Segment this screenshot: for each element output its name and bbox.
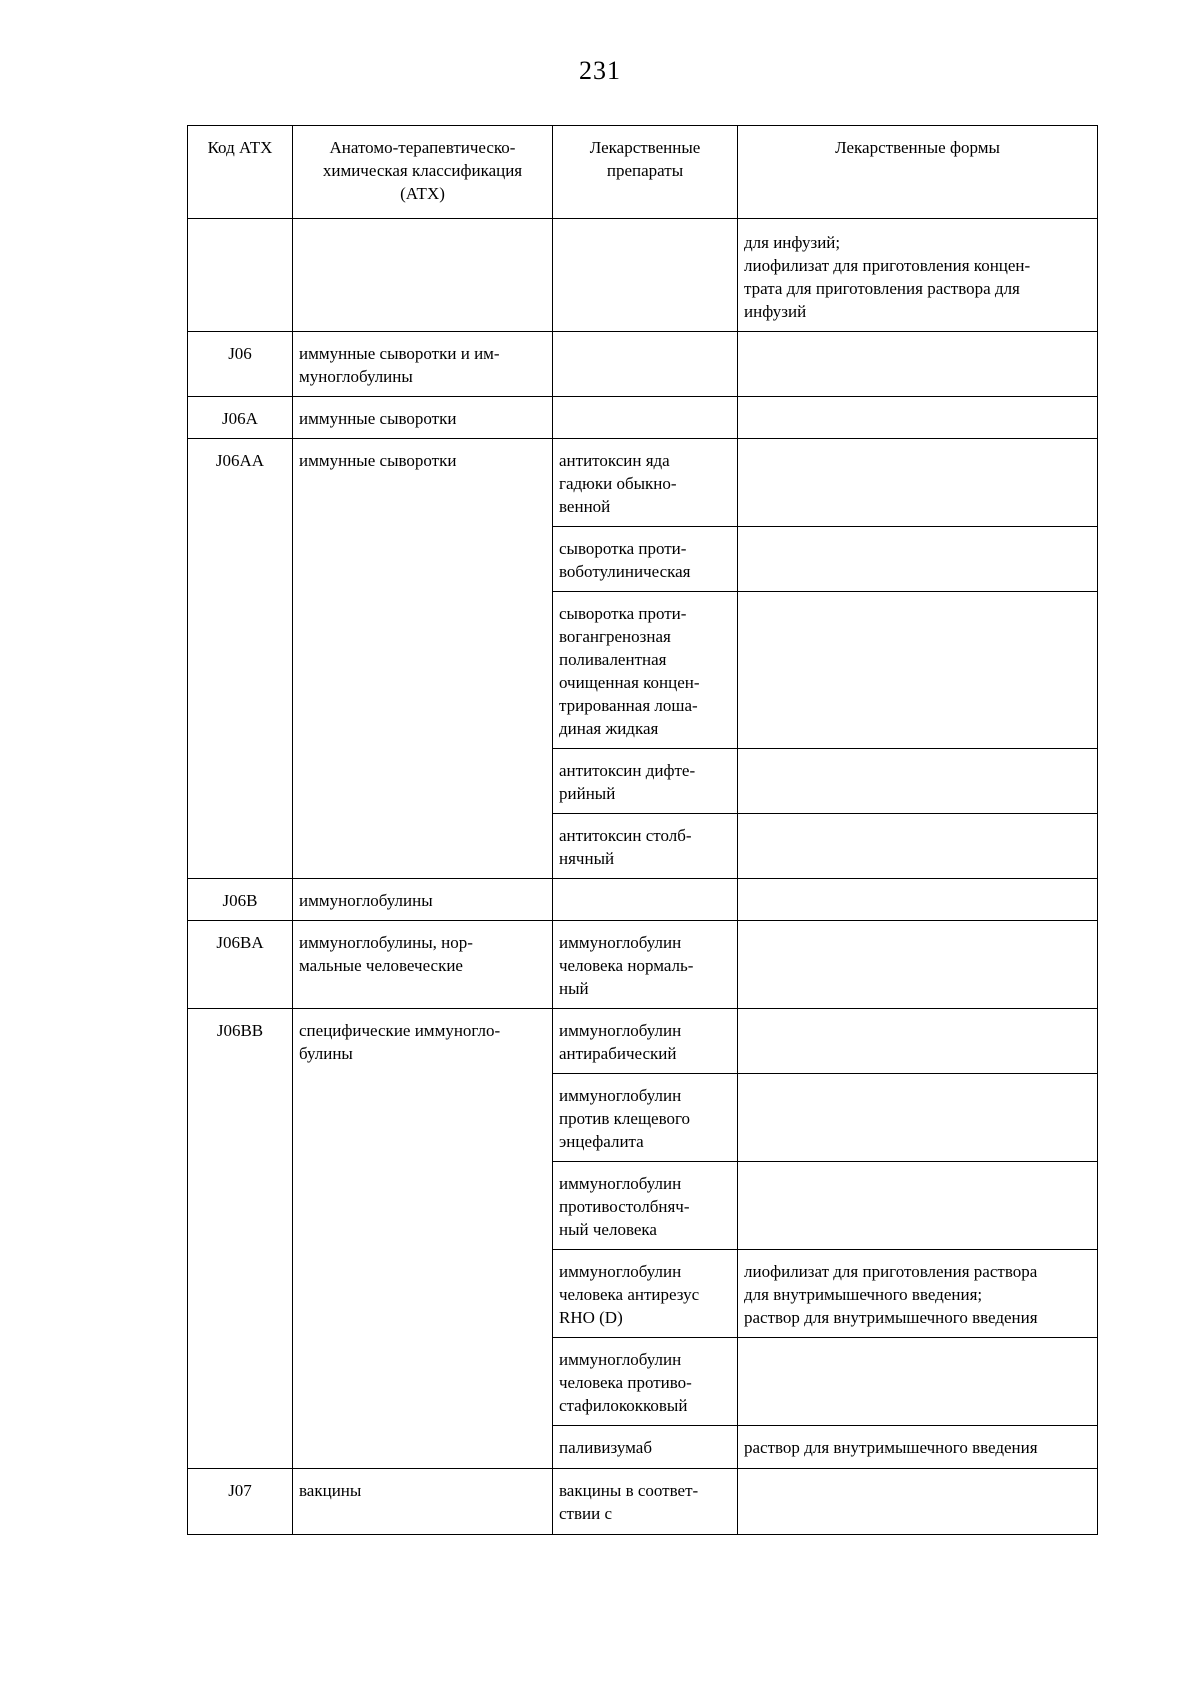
drug-cell (553, 592, 738, 749)
header-classification (293, 126, 553, 219)
forms-line: для инфузий; (744, 233, 841, 252)
classification-line: мальные человеческие (299, 956, 463, 975)
drug-line: сыворотка проти- (559, 604, 687, 623)
forms-line: раствор для внутримышечного введения (744, 1308, 1038, 1327)
header-classification-line: (АТХ) (400, 184, 445, 203)
drug-line: вакцины в соответ- (559, 1481, 699, 1500)
classification-cell (293, 397, 553, 439)
forms-cell (738, 527, 1098, 592)
classification-cell (293, 1009, 553, 1469)
drug-cell (553, 879, 738, 921)
drug-line: RHO (D) (559, 1308, 623, 1327)
drug-cell (553, 814, 738, 879)
drug-line: паливизумаб (559, 1438, 652, 1457)
header-drugs-line: препараты (606, 161, 684, 180)
forms-cell (738, 219, 1098, 332)
drug-cell (553, 1426, 738, 1469)
table-row (188, 332, 1098, 397)
forms-cell (738, 1009, 1098, 1074)
drug-cell (553, 439, 738, 527)
code-cell: J06AA (188, 439, 293, 879)
page-number: 231 (579, 56, 621, 85)
drug-line: поливалентная (559, 650, 667, 669)
classification-line: иммуноглобулины, нор- (299, 933, 473, 952)
forms-cell (738, 1250, 1098, 1338)
drug-line: трированная лоша- (559, 696, 698, 715)
classification-cell (293, 439, 553, 879)
drug-line: противостолбняч- (559, 1197, 690, 1216)
code-cell: J06A (188, 397, 293, 439)
header-drugs-line: Лекарственные (589, 138, 701, 157)
header-forms: Лекарственные формы (738, 126, 1098, 219)
classification-cell (293, 332, 553, 397)
drug-cell (553, 397, 738, 439)
table-header-row (188, 126, 1098, 219)
table-row (188, 439, 1098, 527)
drug-line: сыворотка проти- (559, 539, 687, 558)
drug-line: ный человека (559, 1220, 657, 1239)
drug-line: против клещевого (559, 1109, 691, 1128)
drug-line: очищенная концен- (559, 673, 700, 692)
forms-cell (738, 1338, 1098, 1426)
drug-line: антитоксин дифте- (559, 761, 696, 780)
drug-line: вогангренозная (559, 627, 671, 646)
classification-line: специфические иммуногло- (299, 1021, 501, 1040)
classification-line: иммунные сыворотки (299, 409, 457, 428)
forms-line: раствор для внутримышечного введения (744, 1438, 1038, 1457)
drug-line: воботулиническая (559, 562, 691, 581)
drug-line: иммуноглобулин (559, 1350, 682, 1369)
drug-cell (553, 921, 738, 1009)
forms-line: для внутримышечного введения; (744, 1285, 983, 1304)
classification-cell (293, 219, 553, 332)
drug-cell (553, 1074, 738, 1162)
code-cell: J06BB (188, 1009, 293, 1469)
classification-line: муноглобулины (299, 367, 413, 386)
drug-line: венной (559, 497, 611, 516)
forms-cell (738, 332, 1098, 397)
forms-cell (738, 921, 1098, 1009)
drug-cell (553, 1162, 738, 1250)
drug-line: гадюки обыкно- (559, 474, 677, 493)
table-row (188, 1009, 1098, 1074)
drug-line: иммуноглобулин (559, 1262, 682, 1281)
header-classification-line: Анатомо-терапевтическо- (329, 138, 516, 157)
drug-line: нячный (559, 849, 615, 868)
drug-cell (553, 1469, 738, 1535)
drug-line: иммуноглобулин (559, 1086, 682, 1105)
drug-line: энцефалита (559, 1132, 644, 1151)
classification-line: вакцины (299, 1481, 362, 1500)
forms-cell (738, 1426, 1098, 1469)
drug-line: диная жидкая (559, 719, 659, 738)
table-row (188, 1469, 1098, 1535)
drug-line: человека антирезус (559, 1285, 700, 1304)
forms-cell (738, 1469, 1098, 1535)
forms-cell (738, 439, 1098, 527)
drug-cell (553, 1338, 738, 1426)
drug-line: человека противо- (559, 1373, 692, 1392)
drug-cell (553, 749, 738, 814)
code-cell: J06 (188, 332, 293, 397)
classification-line: иммуноглобулины (299, 891, 433, 910)
classification-cell (293, 921, 553, 1009)
forms-line: лиофилизат для приготовления раствора (744, 1262, 1038, 1281)
drug-line: иммуноглобулин (559, 1174, 682, 1193)
drug-cell (553, 1009, 738, 1074)
forms-cell (738, 1162, 1098, 1250)
drug-line: антитоксин столб- (559, 826, 692, 845)
table-row (188, 397, 1098, 439)
drug-line: ствии с (559, 1504, 612, 1523)
atx-table (187, 125, 1098, 1535)
drug-line: иммуноглобулин (559, 933, 682, 952)
drug-cell (553, 332, 738, 397)
forms-cell (738, 749, 1098, 814)
table-row (188, 219, 1098, 332)
header-code: Код АТХ (188, 126, 293, 219)
classification-line: иммунные сыворотки (299, 451, 457, 470)
classification-cell (293, 879, 553, 921)
drug-line: человека нормаль- (559, 956, 694, 975)
forms-line: трата для приготовления раствора для (744, 279, 1020, 298)
forms-cell (738, 592, 1098, 749)
forms-cell (738, 814, 1098, 879)
classification-line: иммунные сыворотки и им- (299, 344, 500, 363)
code-cell: J07 (188, 1469, 293, 1535)
code-cell (188, 219, 293, 332)
classification-line: булины (299, 1044, 353, 1063)
code-cell: J06BA (188, 921, 293, 1009)
forms-line: лиофилизат для приготовления концен- (744, 256, 1031, 275)
table-row (188, 879, 1098, 921)
drug-line: рийный (559, 784, 616, 803)
drug-line: антирабический (559, 1044, 677, 1063)
header-classification-line: химическая классификация (322, 161, 523, 180)
forms-line: инфузий (744, 302, 807, 321)
drug-line: иммуноглобулин (559, 1021, 682, 1040)
drug-cell (553, 527, 738, 592)
drug-line: ный (559, 979, 589, 998)
drug-line: антитоксин яда (559, 451, 670, 470)
drug-cell (553, 1250, 738, 1338)
classification-cell (293, 1469, 553, 1535)
table-row (188, 921, 1098, 1009)
drug-cell (553, 219, 738, 332)
drug-line: стафилококковый (559, 1396, 688, 1415)
forms-cell (738, 879, 1098, 921)
header-drugs (553, 126, 738, 219)
forms-cell (738, 1074, 1098, 1162)
forms-cell (738, 397, 1098, 439)
code-cell: J06B (188, 879, 293, 921)
